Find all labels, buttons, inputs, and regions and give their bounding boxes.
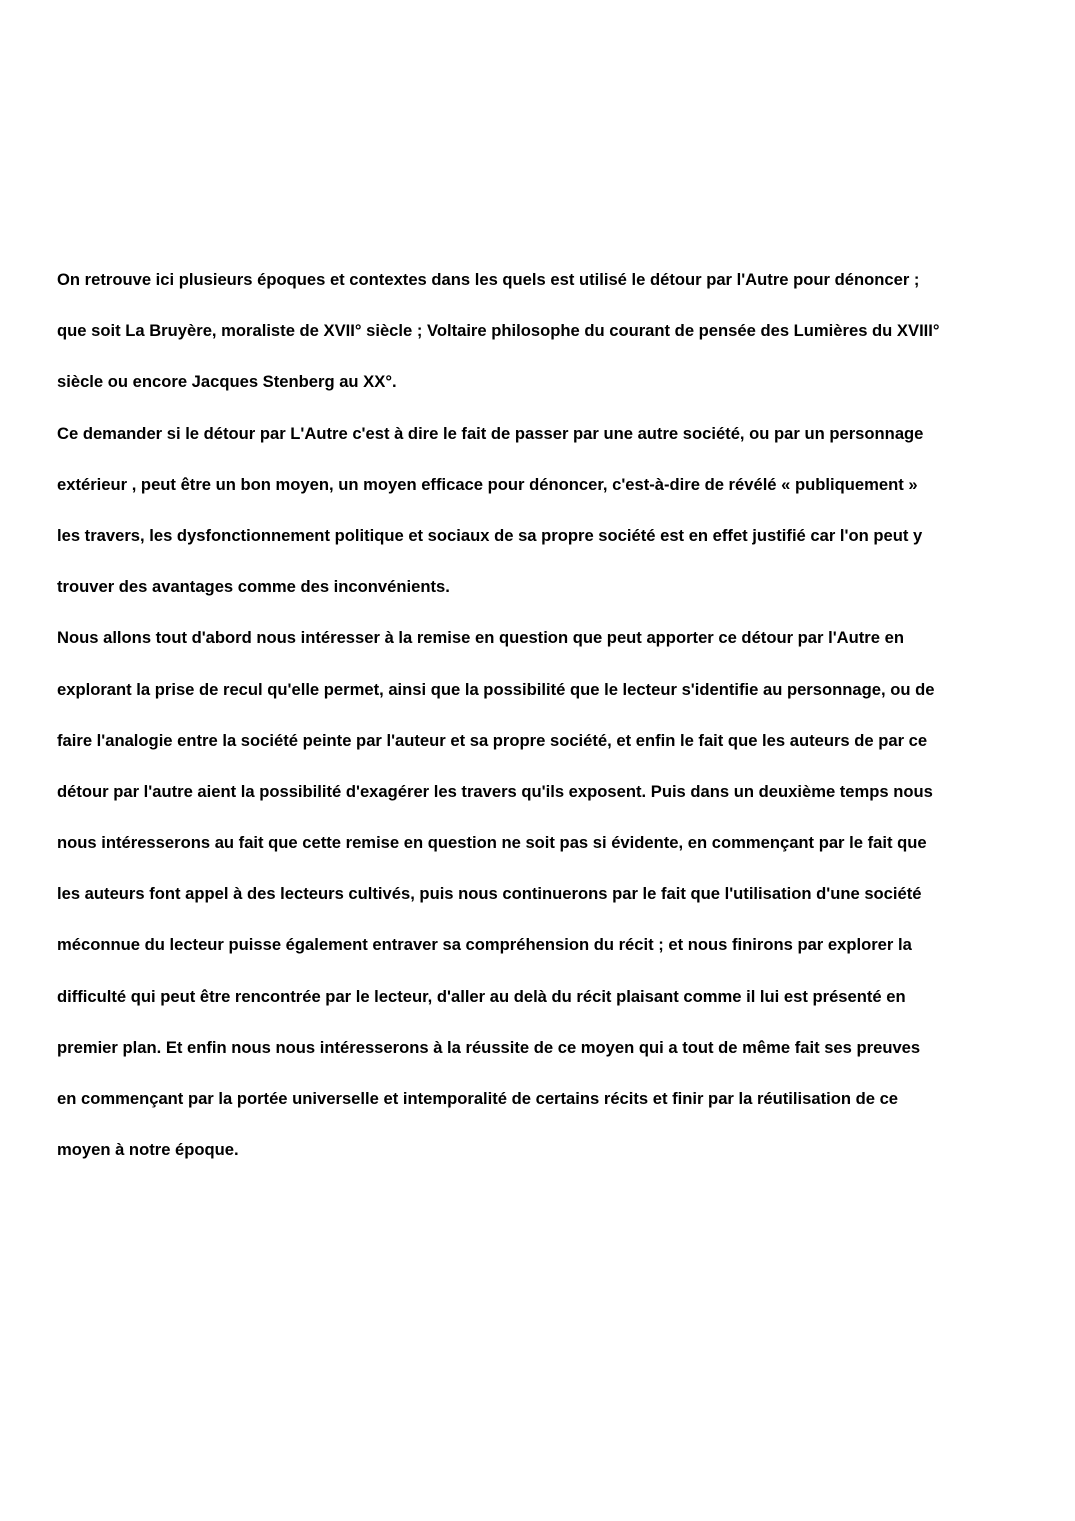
text-line: détour par l'autre aient la possibilité d'exagérer les travers qu'ils exposent. Puis dans un deuxième temps nous: [57, 781, 933, 801]
text-line: en commençant par la portée universelle et intemporalité de certains récits et finir par la réutilisation de ce: [57, 1089, 899, 1108]
text-line: méconnue du lecteur puisse également entraver sa compréhension du récit ; et nous finirons par explorer la: [57, 935, 912, 955]
text-line: faire l'analogie entre la société peinte par l'auteur et sa propre société, et enfin le fait que les auteurs de par ce: [57, 730, 928, 750]
text-line: les travers, les dysfonctionnement politique et sociaux de sa propre société est en effet justifié car l'on peut y: [57, 525, 923, 545]
text-line: trouver des avantages comme des inconvénients.: [57, 577, 450, 597]
text-line: Nous allons tout d'abord nous intéresser à la remise en question que peut apporter ce détour par l'Autre en: [57, 628, 904, 648]
document-body: [57, 269, 1047, 1190]
text-line: explorant la prise de recul qu'elle permet, ainsi que la possibilité que le lecteur s'identifie au personnage, ou de: [57, 679, 935, 699]
text-line: les auteurs font appel à des lecteurs cultivés, puis nous continuerons par le fait que l'utilisation d'une société: [57, 884, 922, 904]
text-line: difficulté qui peut être rencontrée par le lecteur, d'aller au delà du récit plaisant comme il lui est présenté en: [57, 986, 906, 1006]
text-line: nous intéresserons au fait que cette remise en question ne soit pas si évidente, en commençant par le fait que: [57, 833, 927, 853]
text-line: extérieur , peut être un bon moyen, un moyen efficace pour dénoncer, c'est-à-dire de révélé « publiquement »: [57, 474, 918, 494]
text-line: On retrouve ici plusieurs époques et contextes dans les quels est utilisé le détour par l'Autre pour dénoncer ;: [57, 270, 920, 289]
text-line: moyen à notre époque.: [57, 1140, 239, 1160]
text-line: premier plan. Et enfin nous nous intéresserons à la réussite de ce moyen qui a tout de même fait ses preuves: [57, 1037, 921, 1057]
text-line: que soit La Bruyère, moraliste de XVII° siècle ; Voltaire philosophe du courant de pensée des Lumières du XVIII°: [57, 321, 940, 341]
text-line: Ce demander si le détour par L'Autre c'est à dire le fait de passer par une autre société, ou par un personnage: [57, 423, 924, 443]
text-line: siècle ou encore Jacques Stenberg au XX°.: [57, 372, 397, 392]
